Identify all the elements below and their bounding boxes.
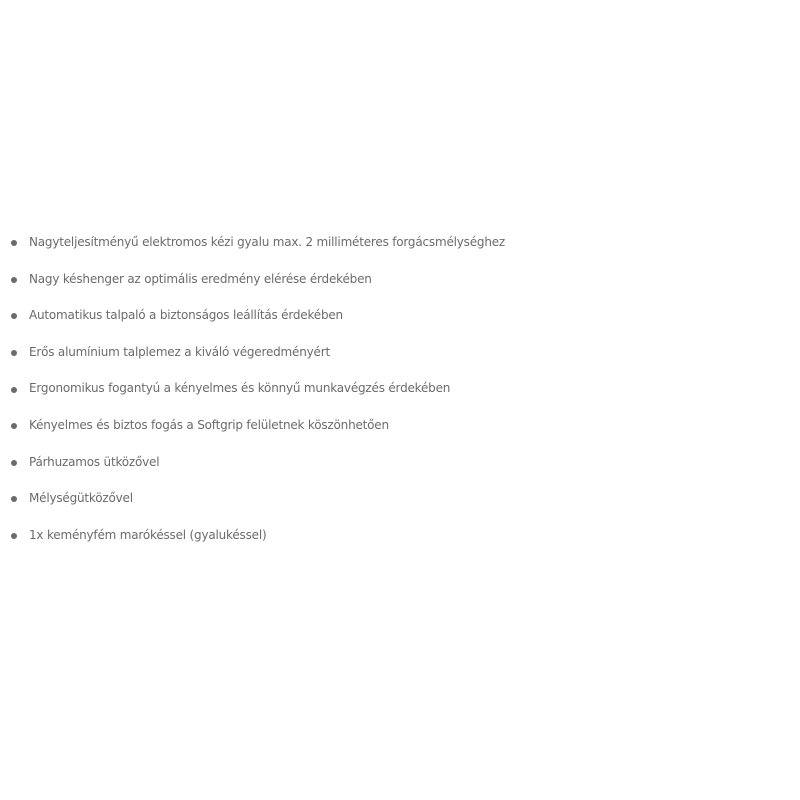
list-item-text: Nagyteljesítményű elektromos kézi gyalu max. 2 milliméteres forgácsmélységhez — [29, 235, 506, 249]
bullet-icon — [11, 277, 17, 283]
bullet-icon — [11, 350, 17, 356]
list-item — [0, 297, 800, 334]
list-item — [0, 224, 800, 261]
list-item — [0, 261, 800, 298]
list-item-text: Párhuzamos ütközővel — [29, 454, 160, 469]
bullet-icon — [11, 387, 17, 393]
list-item — [0, 370, 800, 407]
bullet-icon — [11, 496, 17, 502]
list-item — [0, 480, 800, 517]
list-item-text: Kényelmes és biztos fogás a Softgrip felületnek köszönhetően — [29, 417, 389, 432]
list-item — [0, 334, 800, 371]
list-item-text: Mélységütközővel — [29, 491, 133, 506]
bullet-icon — [11, 533, 17, 539]
bullet-icon — [11, 240, 17, 246]
feature-list — [0, 224, 800, 553]
list-item — [0, 407, 800, 444]
list-item-text: Erős alumínium talplemez a kiváló végeredményért — [29, 344, 330, 359]
list-item-text: Automatikus talpaló a biztonságos leállítás érdekében — [29, 308, 343, 323]
bullet-icon — [11, 460, 17, 466]
list-item — [0, 444, 800, 481]
list-item-text: 1x keményfém marókéssel (gyalukéssel) — [29, 527, 267, 542]
list-item-text: Ergonomikus fogantyú a kényelmes és könnyű munkavégzés érdekében — [29, 381, 451, 396]
list-item — [0, 517, 800, 554]
list-item-text: Nagy késhenger az optimális eredmény elérése érdekében — [29, 271, 372, 286]
bullet-icon — [11, 313, 17, 319]
bullet-icon — [11, 423, 17, 429]
